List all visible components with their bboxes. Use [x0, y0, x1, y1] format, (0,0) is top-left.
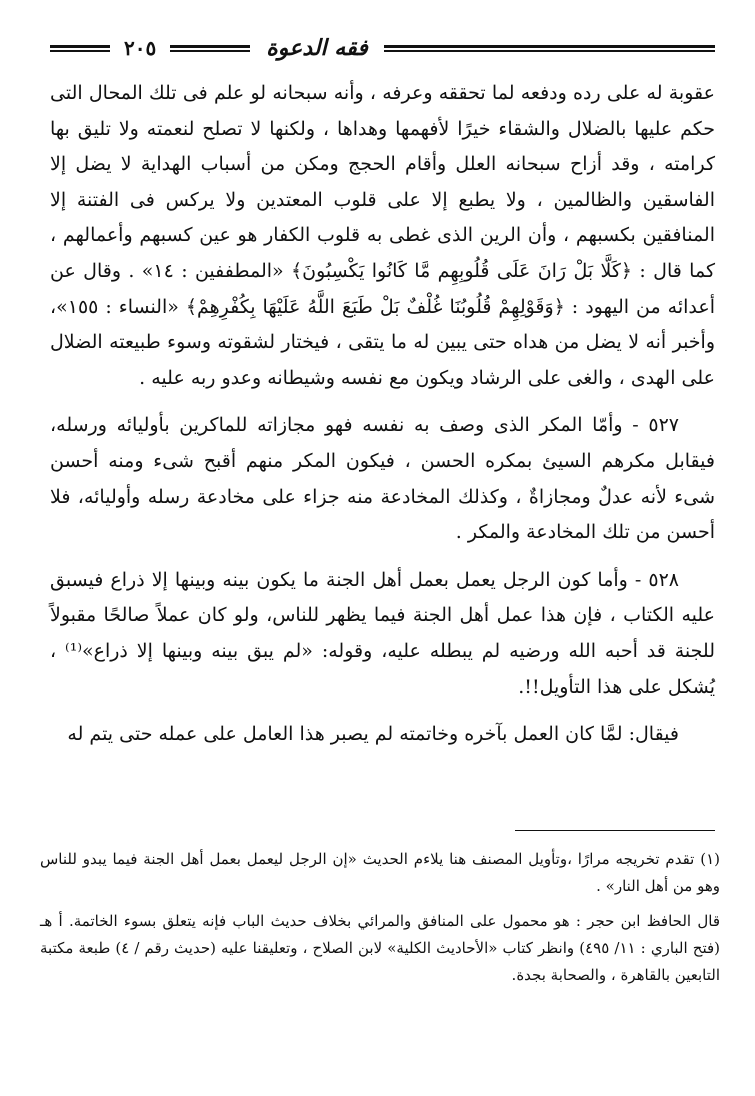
header-rule-middle — [170, 45, 250, 52]
header-rule-left — [50, 45, 110, 52]
footnote: قال الحافظ ابن حجر : هو محمول على المنافق والمرائي بخلاف حديث الباب فإنه يتعلق بسوء الخاتمة. أ هـ (فتح الباري : ١١/ ٤٩٥) وانظر كتاب «الأحاديث الكلية» لابن الصلاح ، وتعليقنا عليه (حديث رقم / ٤) طبعة مكتبة التابعين بالقاهرة ، والصحابة بجدة. — [40, 912, 720, 984]
main-text — [50, 76, 715, 765]
footnotes — [40, 846, 720, 997]
paragraph: ٥٢٧ - وأمّا المكر الذى وصف به نفسه فهو مجازاته للماكرين بأوليائه ورسله، فيقابل مكرهم السيئ بمكره الحسن ، فيكون المكر منهم أقبح شىء ومنه أحسن شىء لأنه عدلٌ ومجازاةٌ ، وكذلك المخادعة منه جزاء على مخادعة رسله وأوليائه، فلا أحسن من تلك المخادعة والمكر . — [50, 414, 715, 544]
paragraph: عقوبة له على رده ودفعه لما تحققه وعرفه ، وأنه سبحانه لو علم فى تلك المحال التى حكم عليها بالضلال والشقاء خيرًا لأفهمها وهداها ، ولكنها لا تصلح لنعمته ولا تليق بها كرامته ، وقد أزاح سبحانه العلل وأقام الحجج ومكن من أسباب الهداية لا يضل إلا الفاسقين والظالمين ، ولا يطبع إلا على قلوب المعتدين ولا يركس فى الفتنة إلا المنافقين بكسبهم ، وأن الرين الذى غطى به قلوب الكفار هو عين كسبهم وأعمالهم ، كما قال : ﴿كَلَّا بَلْ رَانَ عَلَى قُلُوبِهِم مَّا كَانُوا يَكْسِبُونَ﴾ «المطففين : ١٤» . وقال عن أعدائه من اليهود : ﴿وَقَوْلِهِمْ قُلُوبُنَا غُلْفٌ بَلْ طَبَعَ اللَّهُ عَلَيْهَا بِكُفْرِهِمْ﴾ «النساء : ١٥٥»، وأخبر أنه لا يضل من هداه حتى يبين له ما يتقى ، فيختار لشقوته وسوء طبيعته الضلال على الهدى ، والغى على الرشاد ويكون مع نفسه وشيطانه وعدو ربه عليه . — [50, 82, 716, 389]
footnote: (١) تقدم تخريجه مرارًا ،وتأويل المصنف هنا يلاءم الحديث «إن الرجل ليعمل بعمل أهل الجنة فيما يبدو للناس وهو من أهل النار» . — [40, 850, 720, 895]
header-rule-right — [384, 45, 715, 52]
page-number: ٢٠٥ — [124, 36, 157, 60]
running-title: فقه الدعوة — [266, 35, 368, 61]
page-header — [50, 28, 715, 68]
paragraph: ٥٢٨ - وأما كون الرجل يعمل بعمل أهل الجنة ما يكون بينه وبينها إلا ذراع فيسبق عليه الكتاب ، فإن هذا عمل أهل الجنة فيما يظهر للناس، ولو كان عملاً صالحًا مقبولاً للجنة قد أحبه الله ورضيه لم يبطله عليه، وقوله: «لم يبق بينه وبينها إلا ذراع»⁽¹⁾ ، يُشكل على هذا التأويل!!. — [50, 568, 715, 698]
paragraph: فيقال: لمَّا كان العمل بآخره وخاتمته لم يصبر هذا العامل على عمله حتى يتم له — [67, 723, 679, 746]
footnote-separator — [515, 830, 715, 831]
